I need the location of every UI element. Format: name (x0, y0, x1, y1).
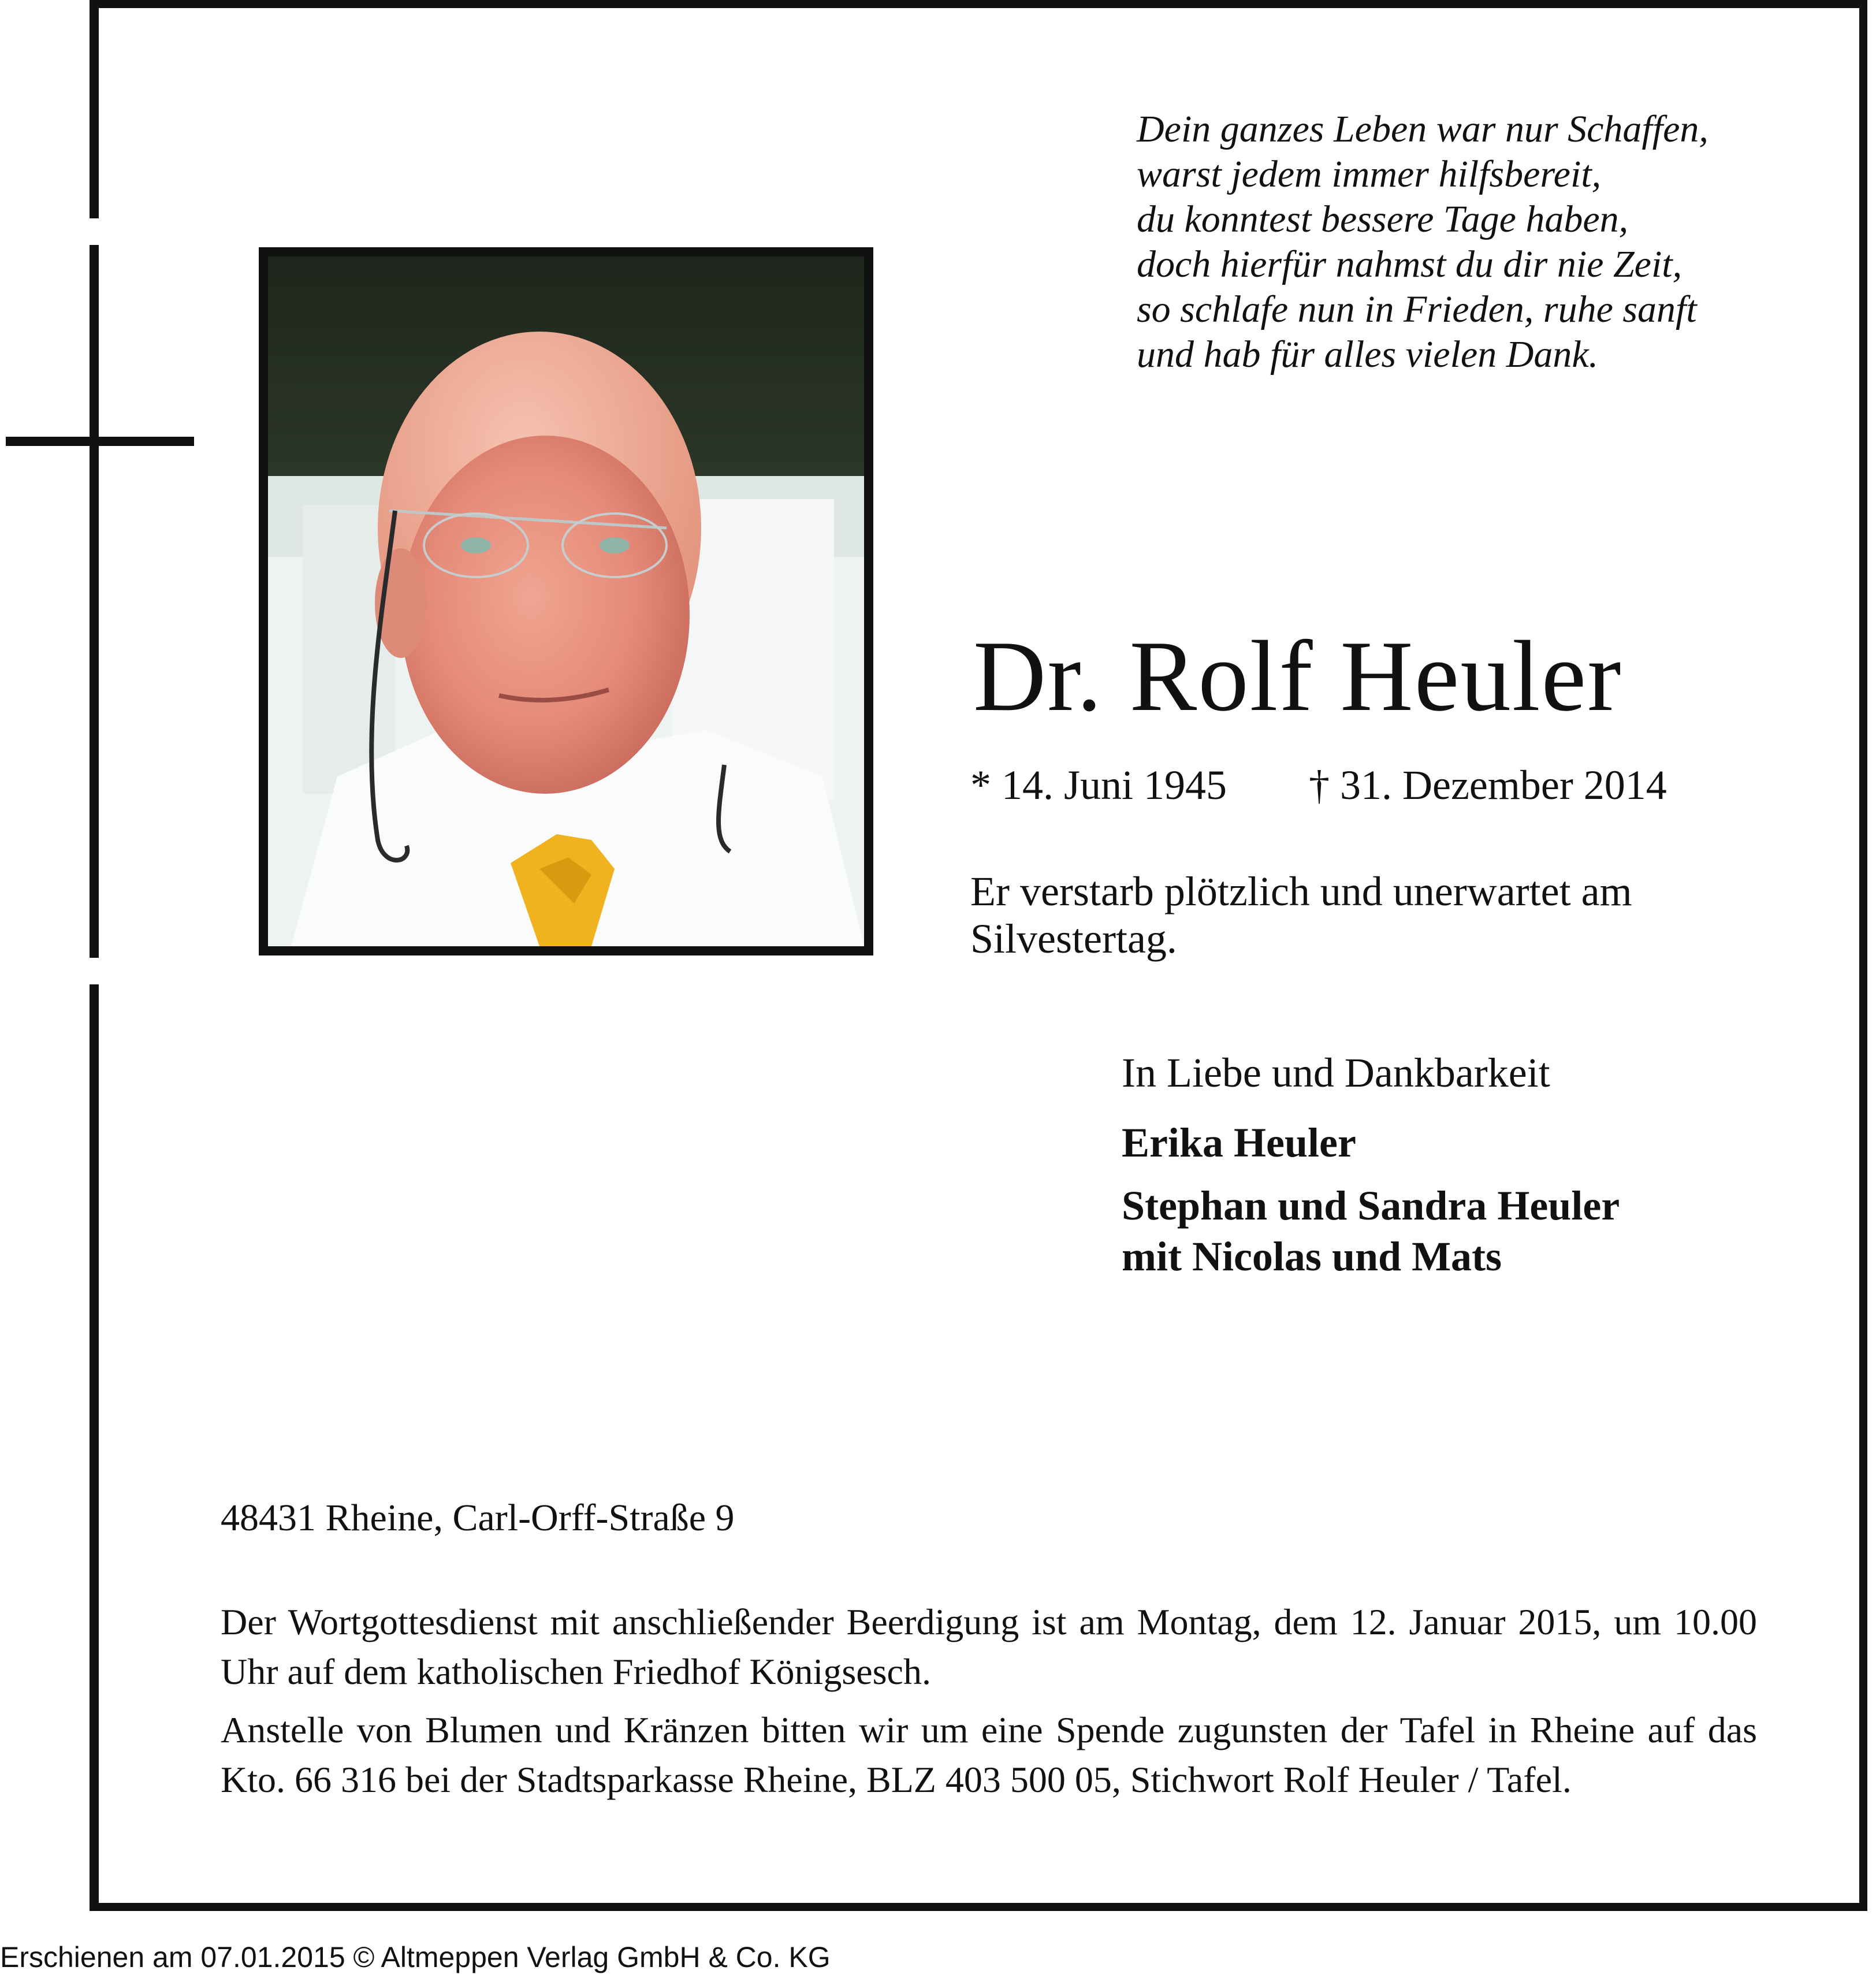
description-line: Er verstarb plötzlich und unerwartet am (970, 868, 1632, 914)
memorial-quote (1137, 107, 1830, 377)
quote-line: warst jedem immer hilfsbereit, (1137, 153, 1602, 195)
quote-line: so schlafe nun in Frieden, ruhe sanft (1137, 288, 1697, 330)
quote-line: und hab für alles vielen Dank. (1137, 333, 1599, 375)
portrait-photo (259, 247, 873, 955)
deceased-name: Dr. Rolf Heuler (973, 620, 1622, 732)
portrait-image (268, 256, 864, 946)
quote-line: doch hierfür nahmst du dir nie Zeit, (1137, 243, 1683, 285)
service-info: Der Wortgottesdienst mit anschließender Beerdigung ist am Montag, dem 12. Januar 2015, um 10.00 Uhr auf dem katholischen Friedhof Königsesch. (221, 1601, 1757, 1692)
quote-line: Dein ganzes Leben war nur Schaffen, (1137, 108, 1708, 150)
cross-vertical-top (90, 0, 99, 218)
family-member: Stephan und Sandra Heuler (1122, 1183, 1620, 1229)
death-date: † 31. Dezember 2014 (1309, 762, 1667, 808)
description-line: Silvestertag. (970, 916, 1177, 962)
death-description (970, 868, 1791, 962)
cross-vertical-middle (90, 245, 99, 958)
cross-horizontal (6, 437, 194, 446)
frame-top-border (90, 0, 1867, 8)
address: 48431 Rheine, Carl-Orff-Straße 9 (221, 1497, 735, 1539)
frame-bottom-border (90, 1903, 1867, 1911)
family-member: Erika Heuler (1122, 1120, 1356, 1166)
dedication-line: In Liebe und Dankbarkeit (1122, 1050, 1550, 1096)
birth-date: * 14. Juni 1945 (970, 762, 1227, 808)
family-member: mit Nicolas und Mats (1122, 1233, 1502, 1280)
cross-vertical-bottom (90, 984, 99, 1911)
publication-credit: Erschienen am 07.01.2015 © Altmeppen Verlag GmbH & Co. KG (0, 1941, 831, 1973)
donation-info: Anstelle von Blumen und Kränzen bitten wir um eine Spende zugunsten der Tafel in Rheine auf das Kto. 66 316 bei der Stadtsparkasse Rheine, BLZ 403 500 05, Stichwort Rolf Heuler / Tafel. (221, 1709, 1757, 1800)
frame-right-border (1859, 0, 1867, 1911)
quote-line: du konntest bessere Tage haben, (1137, 198, 1629, 240)
